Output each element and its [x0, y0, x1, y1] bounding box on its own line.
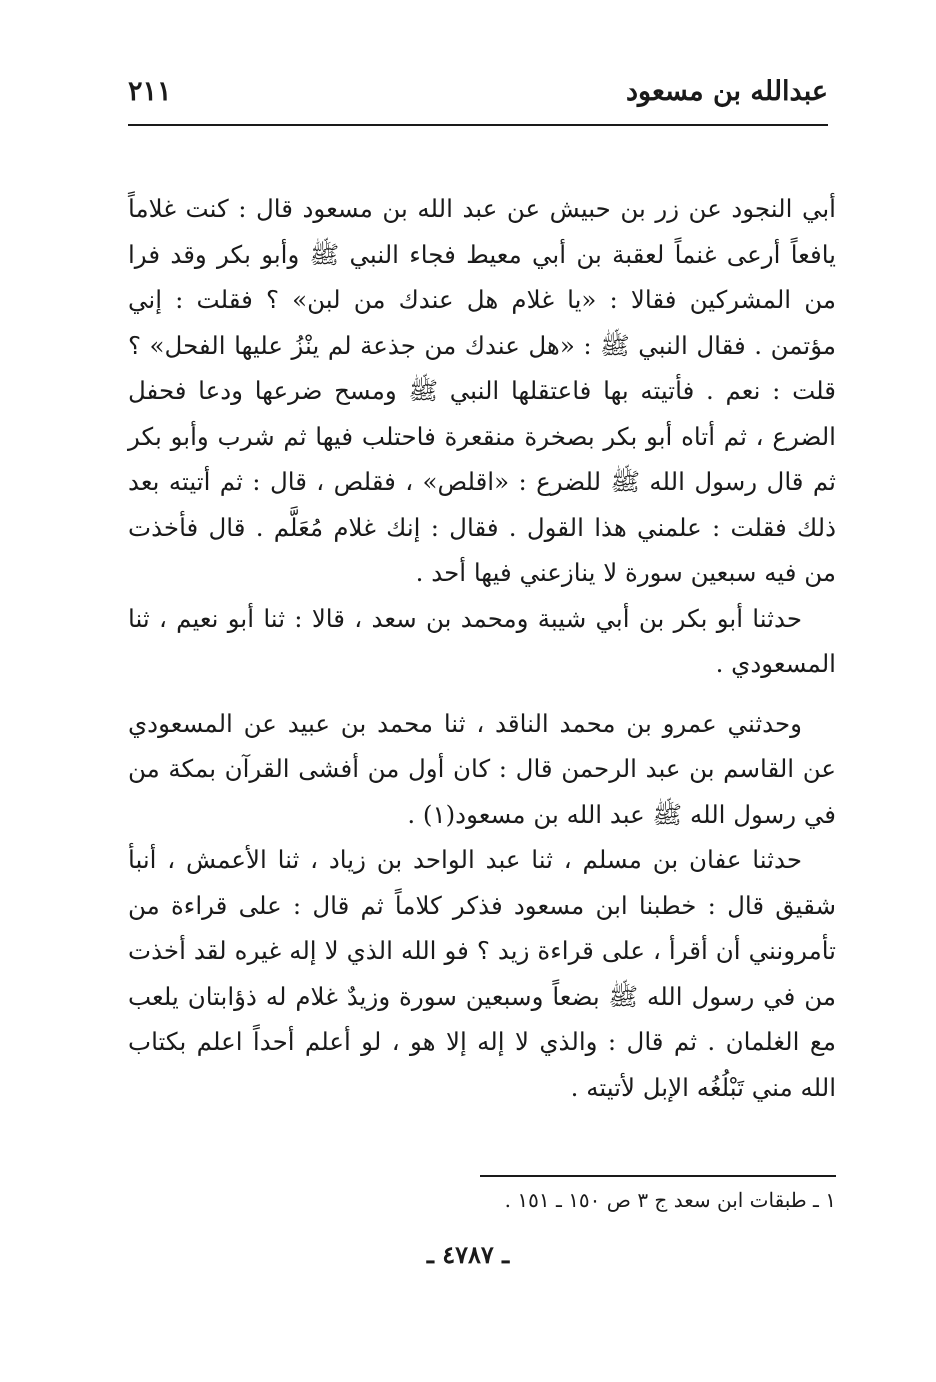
paragraph: حدثنا أبو بكر بن أبي شيبة ومحمد بن سعد ، قالا : ثنا أبو نعيم ، ثنا المسعودي . [128, 603, 836, 678]
page-number: ٢١١ [128, 76, 172, 107]
paragraph: حدثنا عفان بن مسلم ، ثنا عبد الواحد بن زياد ، ثنا الأعمش ، أنبأ شقيق قال : خطبنا ابن مسعود فذكر كلاماً ثم قال : على قراءة من تأمرونني أن أقرأ ، على قراءة زيد ؟ فو الله الذي لا إله غيره لقد أخذت من في رسول الله ﷺ بضعاً وسبعين سورة وزيدٌ غلام له ذؤابتان يلعب مع الغلمان . ثم قال : والذي لا إله إلا هو ، لو أعلم أحداً اعلم بكتاب الله مني تَبْلُغُه الإبل لأتيته . [128, 845, 836, 1102]
folio-number: ـ ٤٧٨٧ ـ [426, 1240, 510, 1269]
paragraph: وحدثني عمرو بن محمد الناقد ، ثنا محمد بن عبيد عن المسعودي عن القاسم بن عبد الرحمن قال : كان أول من أفشى القرآن بمكة من في رسول الله ﷺ عبد الله بن مسعود(١) . [128, 708, 836, 829]
running-header [128, 70, 828, 118]
header-rule [128, 124, 828, 126]
footnote: ١ ـ طبقات ابن سعد ج ٣ ص ١٥٠ ـ ١٥١ . [504, 1188, 836, 1212]
main-text [128, 186, 836, 1110]
running-title: عبدالله بن مسعود [626, 76, 828, 107]
footnote-rule [480, 1175, 836, 1177]
paragraph: أبي النجود عن زر بن حبيش عن عبد الله بن مسعود قال : كنت غلاماً يافعاً أرعى غنماً لعقبة بن أبي معيط فجاء النبي ﷺ وأبو بكر وقد فرا من المشركين فقالا : «يا غلام هل عندك من لبن» ؟ فقلت : إني مؤتمن . فقال النبي ﷺ : «هل عندك من جذعة لم ينْزُ عليها الفحل» ؟ قلت : نعم . فأتيته بها فاعتقلها النبي ﷺ ومسح ضرعها ودعا فحفل الضرع ، ثم أتاه أبو بكر بصخرة منقعرة فاحتلب فيها ثم شرب وأبو بكر ثم قال رسول الله ﷺ للضرع : «اقلص» ، فقلص ، قال : ثم أتيته بعد ذلك فقلت : علمني هذا القول . فقال : إنك غلام مُعَلَّم . قال فأخذت من فيه سبعين سورة لا ينازعني فيها أحد . [128, 194, 836, 587]
